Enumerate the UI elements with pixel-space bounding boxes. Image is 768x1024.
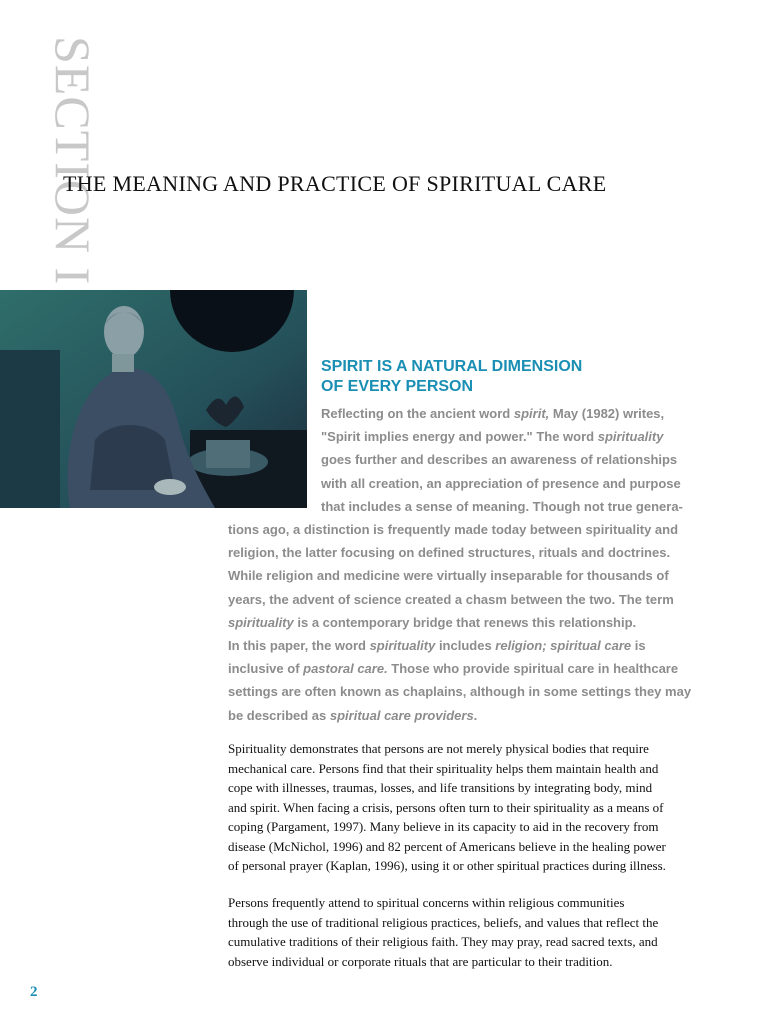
lead-emphasis: spiritual care providers xyxy=(329,707,474,723)
lead-line xyxy=(228,634,703,657)
lead-text: inclusive of xyxy=(228,661,304,677)
lead-line xyxy=(228,518,703,541)
text-line: cumulative traditions of their religious faith. They may pray, read sacred texts, and xyxy=(228,934,658,949)
text-line: cope with illnesses, traumas, losses, and life transitions by integrating body, mind xyxy=(228,780,653,795)
lead-text: settings are often known as chaplains, although in some settings they may xyxy=(228,684,692,700)
heading-line-1: SPIRIT IS A NATURAL DIMENSION xyxy=(321,358,583,375)
body-paragraph-2 xyxy=(228,893,698,971)
lead-line xyxy=(228,564,703,587)
lead-emphasis: spirit, xyxy=(513,406,550,421)
lead-text: tions ago, a distinction is frequently made today between spirituality and xyxy=(228,522,679,537)
lead-text: goes further and describes an awareness of relationships xyxy=(321,452,678,468)
lead-paragraph-top xyxy=(321,402,701,518)
lead-line xyxy=(228,704,703,727)
body-paragraph-1 xyxy=(228,739,698,876)
lead-text: . xyxy=(473,707,478,723)
lead-text: In this paper, the word xyxy=(228,637,370,653)
text-line: disease (McNichol, 1996) and 82 percent of Americans believe in the healing power xyxy=(228,838,666,854)
lead-line xyxy=(228,657,703,680)
lead-text: is a contemporary bridge that renews this relationship. xyxy=(293,614,637,630)
lead-text: Those who provide spiritual care in healthcare xyxy=(387,661,679,677)
text-line: observe individual or corporate rituals that are particular to their tradition. xyxy=(228,953,613,969)
text-line: and spirit. When facing a crisis, persons often turn to their spirituality as a means of xyxy=(228,799,664,815)
lead-text: be described as xyxy=(228,707,330,723)
text-line: Spirituality demonstrates that persons are not merely physical bodies that require xyxy=(228,741,649,756)
lead-line xyxy=(228,611,703,634)
text-line: through the use of traditional religious practices, beliefs, and values that reflect the xyxy=(228,914,659,930)
lead-line xyxy=(228,588,703,611)
lead-emphasis: pastoral care. xyxy=(303,661,388,677)
lead-paragraph-bottom xyxy=(228,518,703,727)
text-line: Persons frequently attend to spiritual concerns within religious communities xyxy=(228,895,625,910)
photo-woman-meditating xyxy=(0,290,307,508)
text-line: mechanical care. Persons find that their spirituality helps them maintain health and xyxy=(228,760,659,776)
page-title: THE MEANING AND PRACTICE OF SPIRITUAL CARE xyxy=(63,171,607,196)
page-number: 2 xyxy=(30,984,38,1000)
text-line: coping (Pargament, 1997). Many believe in its capacity to aid in the recovery from xyxy=(228,819,659,834)
lead-text: Reflecting on the ancient word xyxy=(321,406,514,421)
lead-text: May (1982) writes, xyxy=(549,406,665,421)
lead-text: that includes a sense of meaning. Though not true genera- xyxy=(321,498,683,514)
lead-text: includes xyxy=(435,637,496,653)
lead-line xyxy=(228,541,703,564)
lead-emphasis: spirituality xyxy=(369,637,436,653)
lead-emphasis: spirituality xyxy=(597,429,664,445)
lead-emphasis: spirituality xyxy=(228,614,294,630)
lead-line xyxy=(321,425,701,448)
lead-emphasis: religion; spiritual care xyxy=(495,637,632,653)
lead-line xyxy=(321,495,701,518)
heading-line-2: OF EVERY PERSON xyxy=(321,378,474,395)
lead-text: religion, the latter focusing on defined structures, rituals and doctrines. xyxy=(228,545,671,561)
lead-line xyxy=(228,680,703,703)
section-heading xyxy=(321,357,582,397)
lead-text: While religion and medicine were virtually inseparable for thousands of xyxy=(228,568,669,584)
text-line: of personal prayer (Kaplan, 1996), using it or other spiritual practices during illness. xyxy=(228,858,666,873)
section-label: SECTION I xyxy=(45,36,101,286)
lead-text: with all creation, an appreciation of presence and purpose xyxy=(321,475,681,491)
lead-line xyxy=(321,448,701,471)
lead-line xyxy=(321,402,701,425)
lead-text: "Spirit implies energy and power." The word xyxy=(321,429,598,445)
lead-text: is xyxy=(631,637,646,653)
lead-line xyxy=(321,472,701,495)
lead-text: years, the advent of science created a chasm between the two. The term xyxy=(228,591,674,607)
